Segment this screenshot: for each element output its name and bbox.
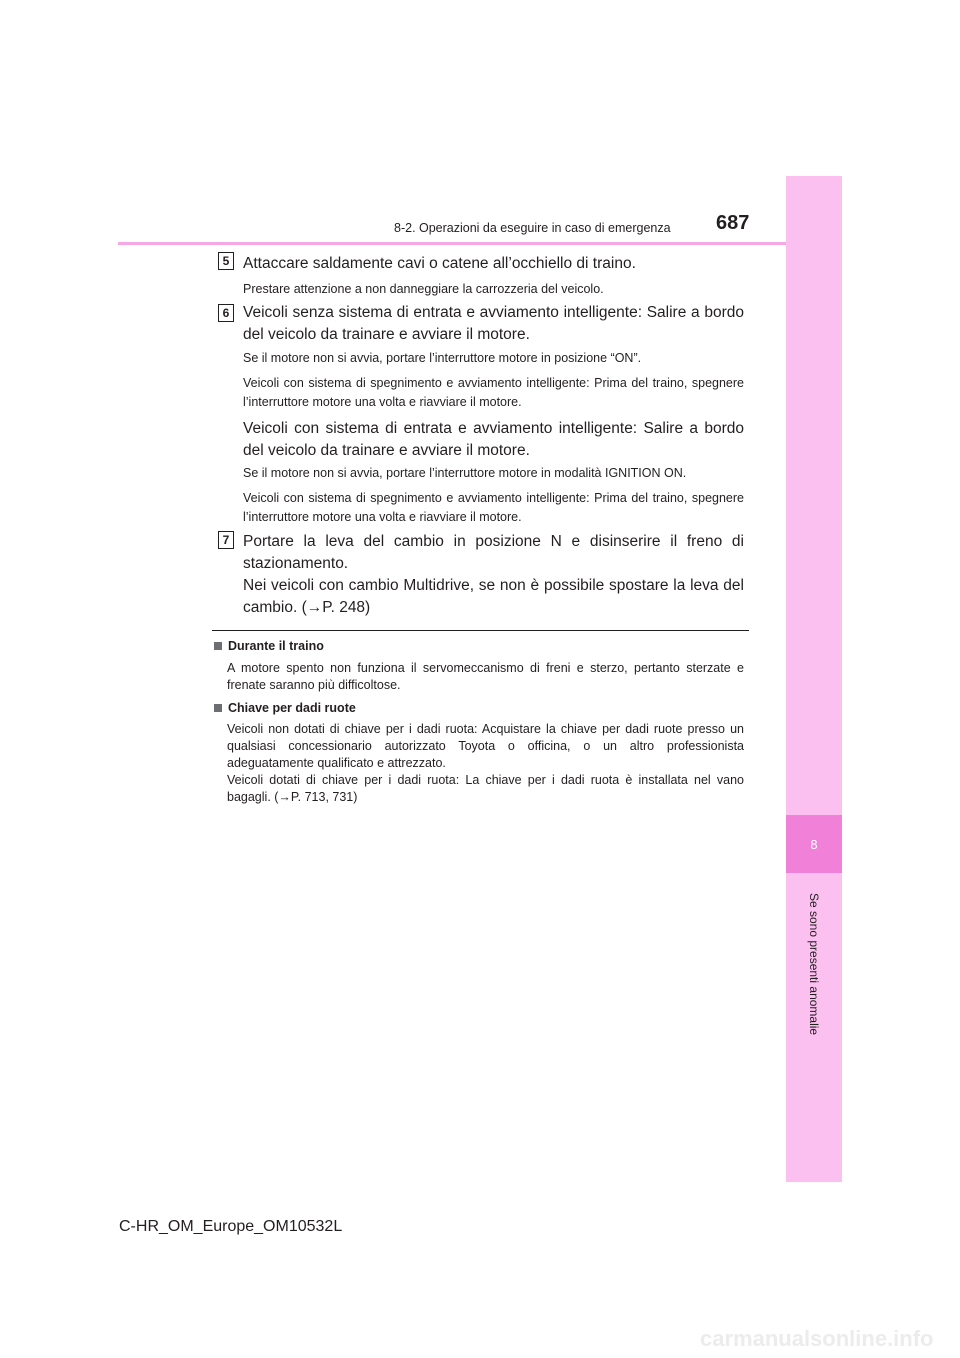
watermark: carmanualsonline.info — [700, 1326, 934, 1351]
step-note: Se il motore non si avvia, portare l’interruttore motore in modalità IGNITION ON. — [243, 466, 687, 480]
step-number-box — [218, 304, 234, 322]
info-paragraph: Veicoli dotati di chiave per i dadi ruota: La chiave per i dadi ruota è installata nel vano bagagli. (→P. 713, 731) — [227, 773, 744, 804]
step-note: Veicoli con sistema di spegnimento e avviamento intelligente: Prima del traino, spegnere l’interruttore motore una volta e riavviare il motore. — [243, 491, 744, 524]
info-heading-text: Durante il traino — [228, 639, 324, 653]
chapter-label-container — [786, 884, 842, 1044]
document-code: C-HR_OM_Europe_OM10532L — [119, 1218, 343, 1235]
step-number-box — [218, 531, 234, 549]
step-text: Veicoli con sistema di entrata e avviamento intelligente: Salire a bordo del veicolo da trainare e avviare il motore. — [243, 420, 744, 459]
step-note: Se il motore non si avvia, portare l’interruttore motore in posizione “ON”. — [243, 351, 642, 365]
step-text: Attaccare saldamente cavi o catene all’occhiello di traino. — [243, 255, 636, 272]
step-number: 6 — [222, 306, 230, 320]
chapter-label: Se sono presenti anomalie — [807, 892, 821, 1036]
step-text-line: Nei veicoli con cambio Multidrive, se non è possibile spostare la leva del cambio. (→P. 248) — [243, 577, 744, 616]
info-heading — [214, 639, 324, 653]
step-note: Prestare attenzione a non danneggiare la carrozzeria del veicolo. — [243, 282, 604, 296]
info-body: A motore spento non funziona il servomeccanismo di freni e sterzo, pertanto sterzate e frenate saranno più difficoltose. — [227, 661, 744, 692]
section-title: 8-2. Operazioni da eseguire in caso di emergenza — [394, 221, 671, 235]
info-body — [227, 721, 744, 806]
step-note: Veicoli con sistema di spegnimento e avviamento intelligente: Prima del traino, spegnere l’interruttore motore una volta e riavviare il motore. — [243, 376, 744, 409]
step-text — [243, 531, 744, 619]
square-bullet-icon — [214, 704, 222, 712]
info-paragraph: Veicoli non dotati di chiave per i dadi ruota: Acquistare la chiave per dadi ruote presso un qualsiasi concessionario autorizzato Toyota o officina, o un altro professionista adeguatamente qualificato e attrezzato. — [227, 722, 744, 770]
header-rule — [118, 242, 786, 245]
section-divider — [212, 630, 749, 631]
step-number: 5 — [222, 254, 230, 268]
step-text: Veicoli senza sistema di entrata e avviamento intelligente: Salire a bordo del veicolo da trainare e avviare il motore. — [243, 304, 744, 343]
step-text-line: Portare la leva del cambio in posizione N e disinserire il freno di stazionamento. — [243, 533, 744, 572]
chapter-number-box — [786, 815, 842, 873]
chapter-number: 8 — [810, 836, 818, 852]
step-number-box — [218, 252, 234, 270]
info-heading — [214, 701, 356, 715]
info-heading-text: Chiave per dadi ruote — [228, 701, 356, 715]
step-number: 7 — [222, 533, 230, 547]
square-bullet-icon — [214, 642, 222, 650]
page-number: 687 — [716, 212, 750, 234]
